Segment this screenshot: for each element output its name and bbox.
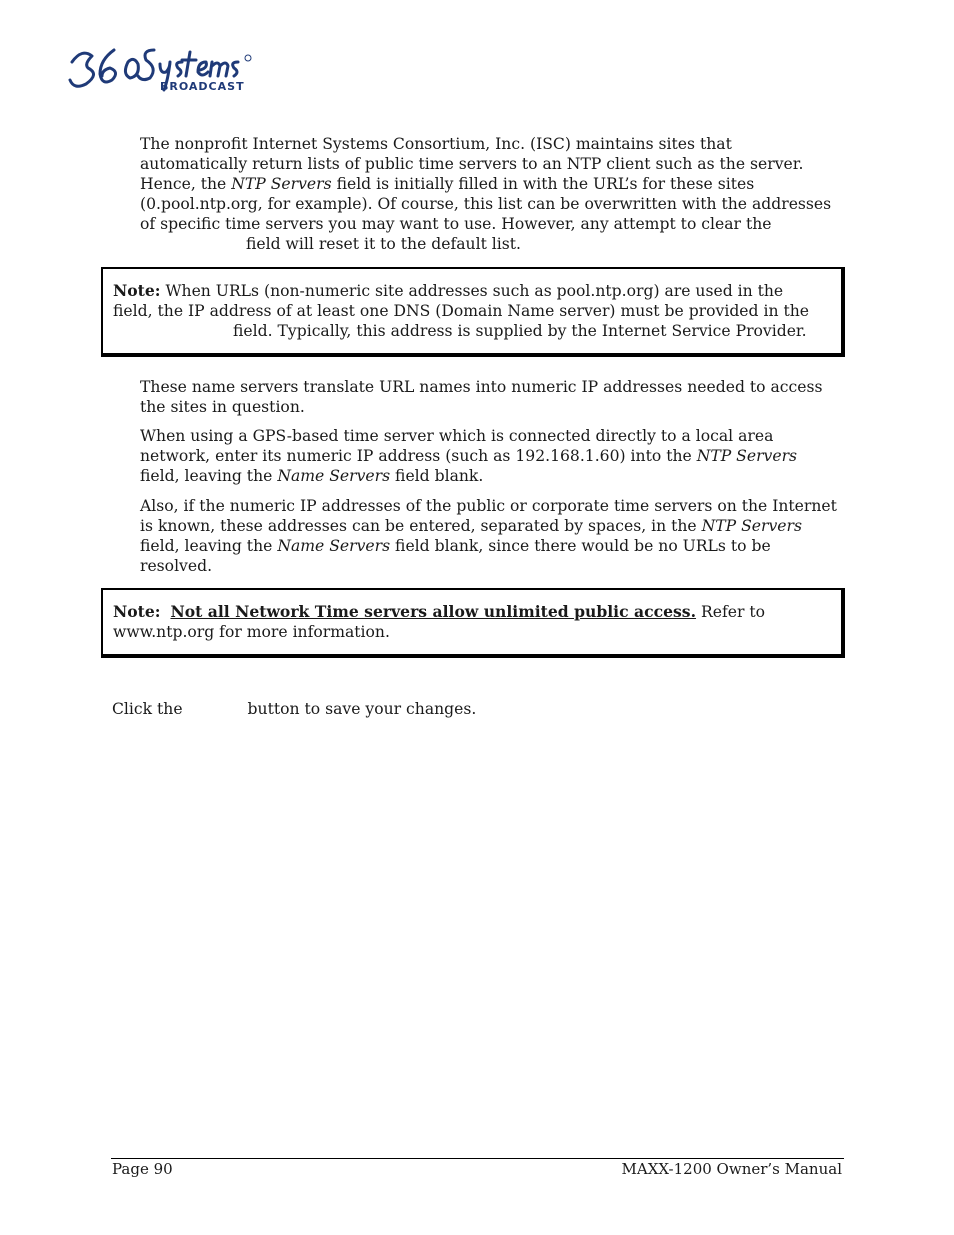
note-label: Note:: [113, 281, 161, 300]
paragraph-name-servers: These name servers translate URL names into numeric IP addresses needed to access the sites in question.: [140, 378, 823, 416]
footer-divider: [111, 1158, 844, 1159]
page-number: Page 90: [112, 1160, 173, 1178]
manual-title: MAXX-1200 Owner’s Manual: [621, 1160, 842, 1178]
paragraph-isc: The nonprofit Internet Systems Consortium, Inc. (ISC) maintains sites that automatically return lists of public time servers to an NTP client such as the server. Hence, the NTP Servers field is initially filled in with the URL’s for these sites (0.pool.ntp.org, for example). Of course, this list can be overwritten with the addresses of specific time servers you may want to use. However, any attempt to clear the field will reset it to the default list.: [140, 135, 832, 253]
save-instruction: Click the button to save your changes.: [112, 700, 477, 718]
note-dns: Note: When URLs (non-numeric site addresses such as pool.ntp.org) are used in the field, the IP address of at least one DNS (Domain Name server) must be provided in the field. Typically, this address is supplied by the Internet Service Provider.: [101, 267, 845, 357]
paragraph-gps: When using a GPS-based time server which is connected directly to a local area network, enter its numeric IP address (such as 192.168.1.60) into the NTP Servers field, leaving the Name Servers field blank.: [140, 427, 798, 485]
logo-subtitle: BROADCAST: [160, 80, 245, 93]
note-label: Note:: [113, 602, 161, 621]
paragraph-public-servers: Also, if the numeric IP addresses of the public or corporate time servers on the Internet is known, these addresses can be entered, separated by spaces, in the NTP Servers field, leaving the Name Servers field blank, since there would be no URLs to be resolved.: [140, 497, 837, 575]
note-public-access: Note: Not all Network Time servers allow unlimited public access. Refer to www.ntp.org for more information.: [101, 588, 845, 658]
